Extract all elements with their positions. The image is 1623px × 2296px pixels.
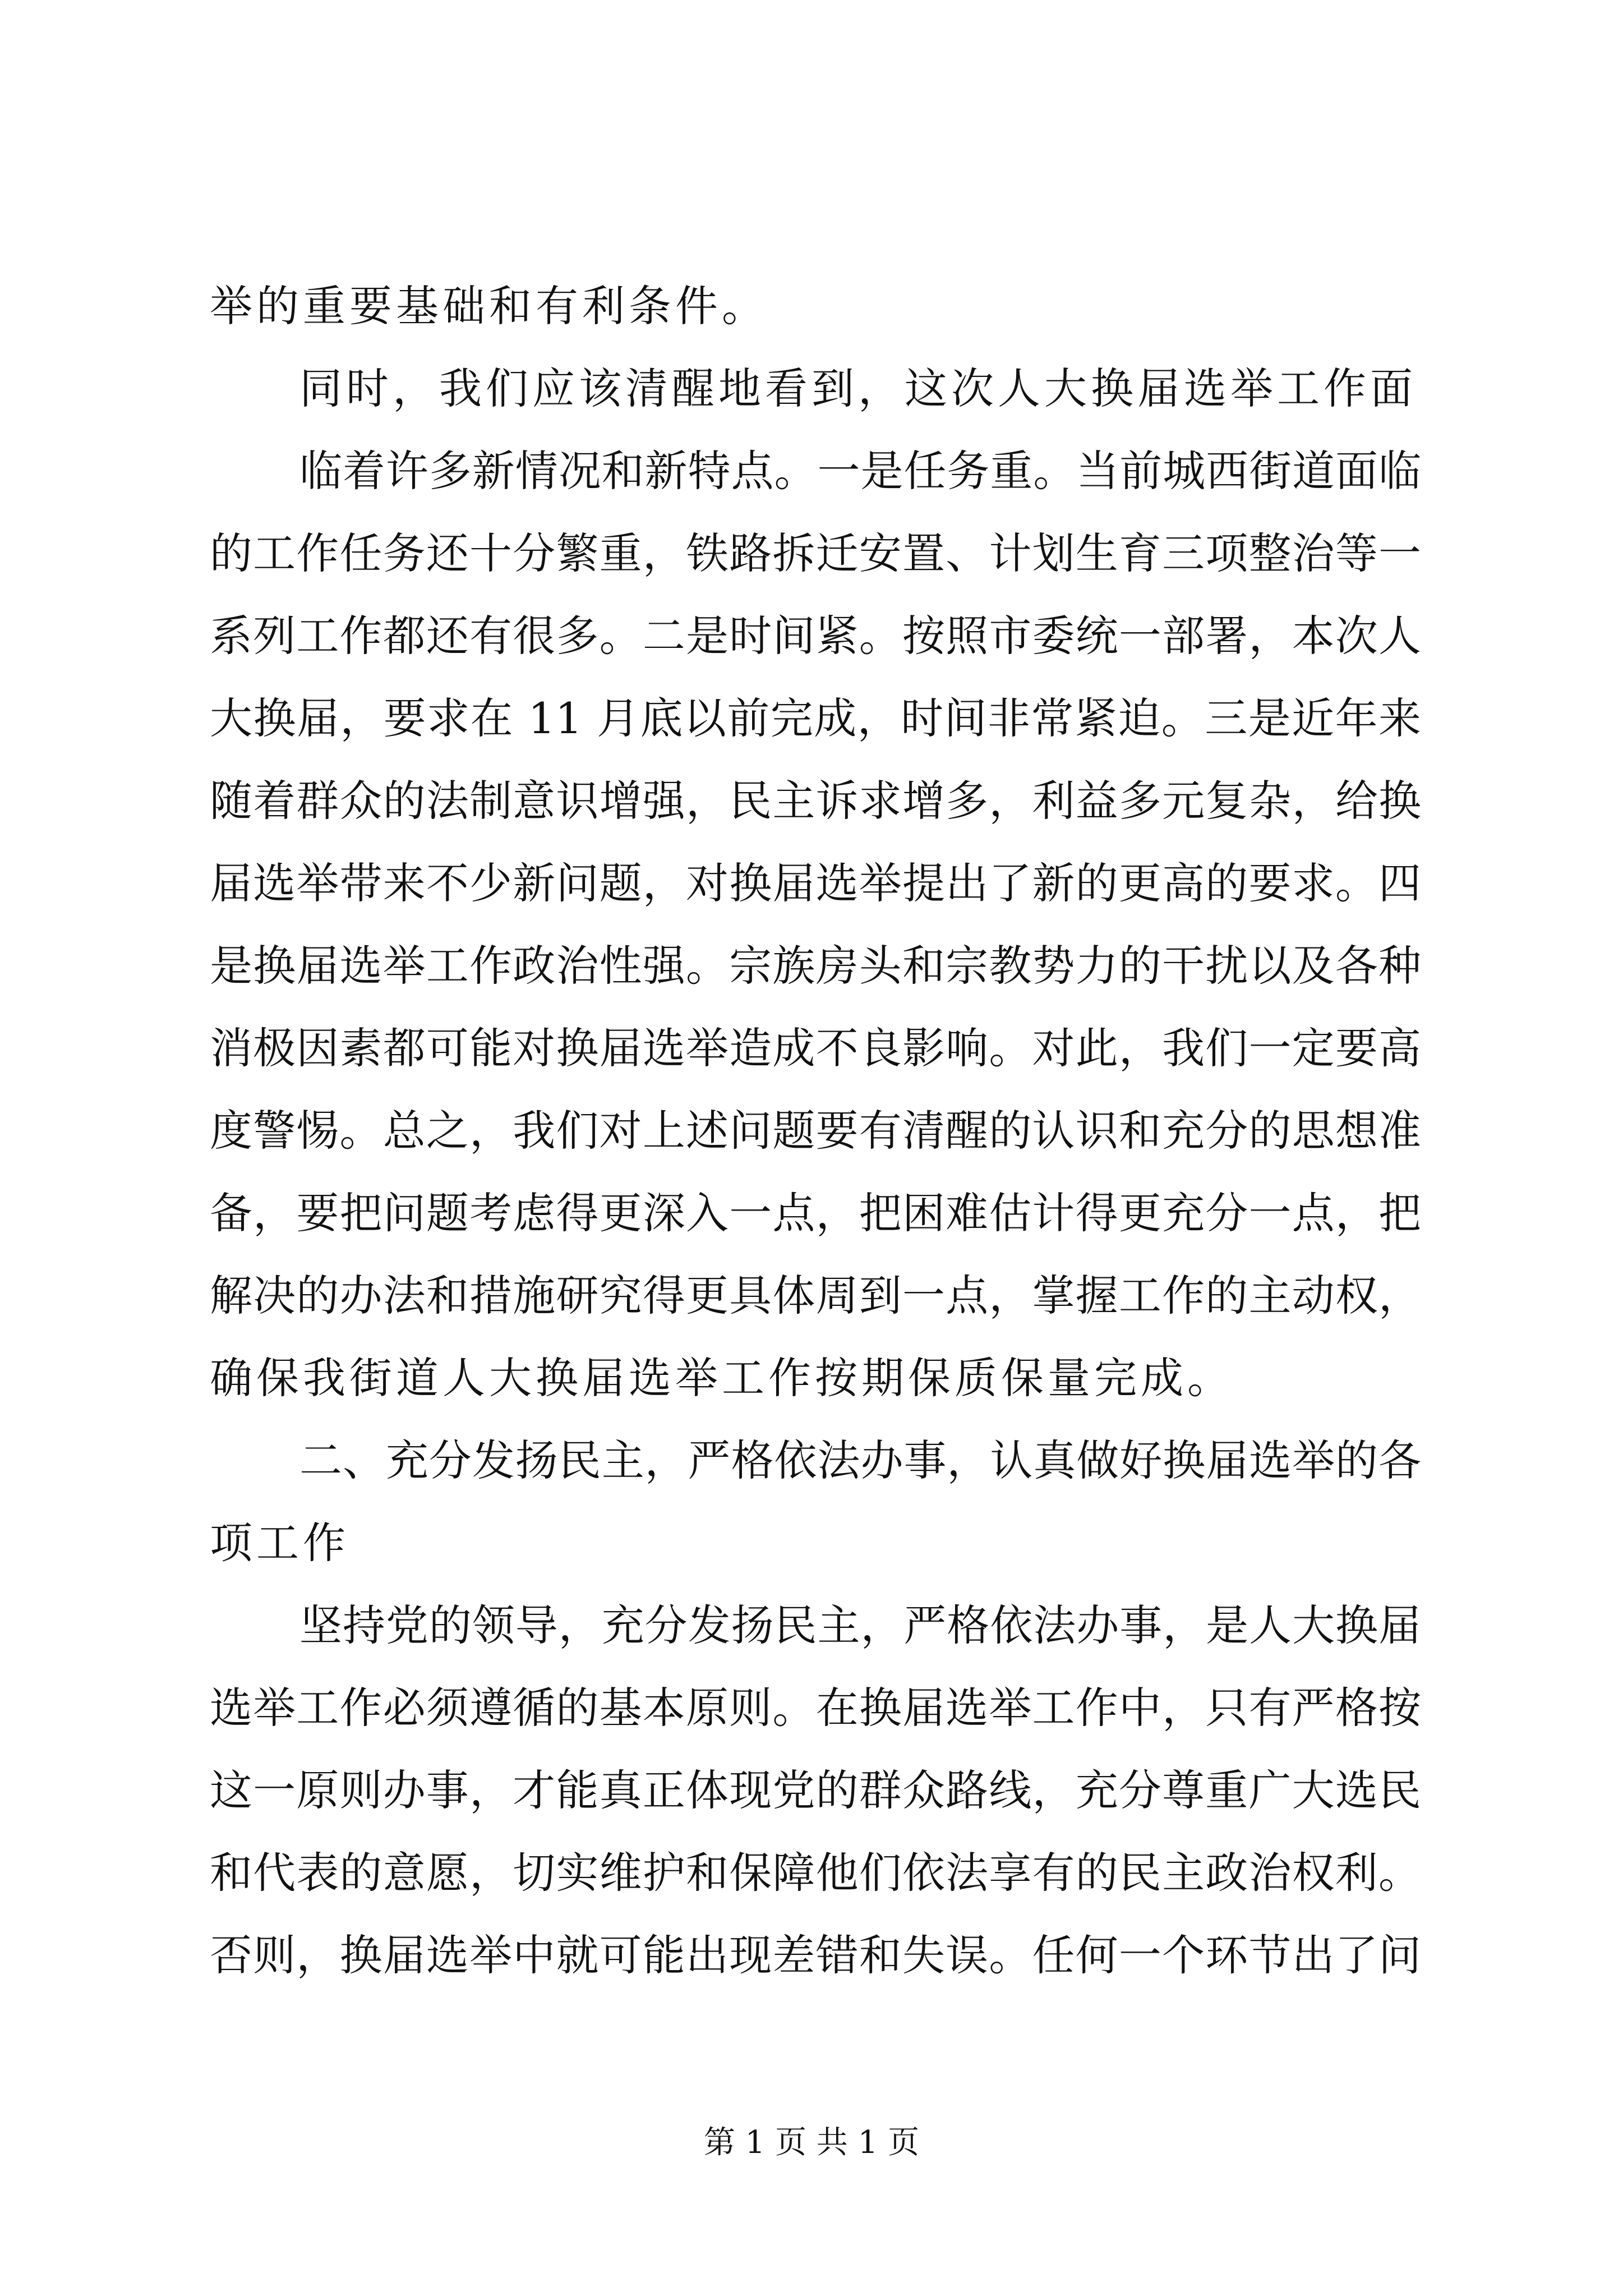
text-line: 这一原则办事，才能真正体现党的群众路线，充分尊重广大选民 xyxy=(210,1765,1421,1815)
text-line: 备，要把问题考虑得更深入一点，把困难估计得更充分一点，把 xyxy=(210,1188,1421,1238)
page-number-footer: 第 1 页 共 1 页 xyxy=(703,2124,920,2161)
text-line: 消极因素都可能对换届选举造成不良影响。对此，我们一定要高 xyxy=(210,1023,1421,1073)
text-line: 确保我街道人大换届选举工作按期保质保量完成。 xyxy=(210,1353,1234,1403)
document-body xyxy=(210,265,1421,1996)
text-line: 随着群众的法制意识增强，民主诉求增多，利益多元复杂，给换 xyxy=(210,776,1421,826)
text-line: 系列工作都还有很多。二是时间紧。按照市委统一部署，本次人 xyxy=(210,611,1421,661)
text-line: 解决的办法和措施研究得更具体周到一点，掌握工作的主动权， xyxy=(210,1271,1421,1320)
text-line: 的工作任务还十分繁重，铁路拆迁安置、计划生育三项整治等一 xyxy=(210,528,1421,578)
text-line: 届选举带来不少新问题，对换届选举提出了新的更高的要求。四 xyxy=(210,858,1421,908)
text-line: 坚持党的领导，充分发扬民主，严格依法办事，是人大换届 xyxy=(299,1600,1421,1650)
text-line: 同时，我们应该清醒地看到，这次人大换届选举工作面 xyxy=(299,364,1417,413)
text-line: 否则，换届选举中就可能出现差错和失误。任何一个环节出了问 xyxy=(210,1930,1421,1980)
section-heading-line: 二、充分发扬民主，严格依法办事，认真做好换届选举的各 xyxy=(299,1435,1421,1485)
section-heading-line: 项工作 xyxy=(210,1518,349,1568)
text-line: 大换届，要求在 11 月底以前完成，时间非常紧迫。三是近年来 xyxy=(210,693,1421,743)
text-line: 和代表的意愿，切实维护和保障他们依法享有的民主政治权利。 xyxy=(210,1848,1421,1898)
text-line: 是换届选举工作政治性强。宗族房头和宗教势力的干扰以及各种 xyxy=(210,941,1421,991)
text-line: 选举工作必须遵循的基本原则。在换届选举工作中，只有严格按 xyxy=(210,1683,1421,1733)
text-line: 临着许多新情况和新特点。一是任务重。当前城西街道面临 xyxy=(299,446,1421,496)
text-line: 举的重要基础和有利条件。 xyxy=(210,281,768,331)
text-line: 度警惕。总之，我们对上述问题要有清醒的认识和充分的思想准 xyxy=(210,1106,1421,1156)
